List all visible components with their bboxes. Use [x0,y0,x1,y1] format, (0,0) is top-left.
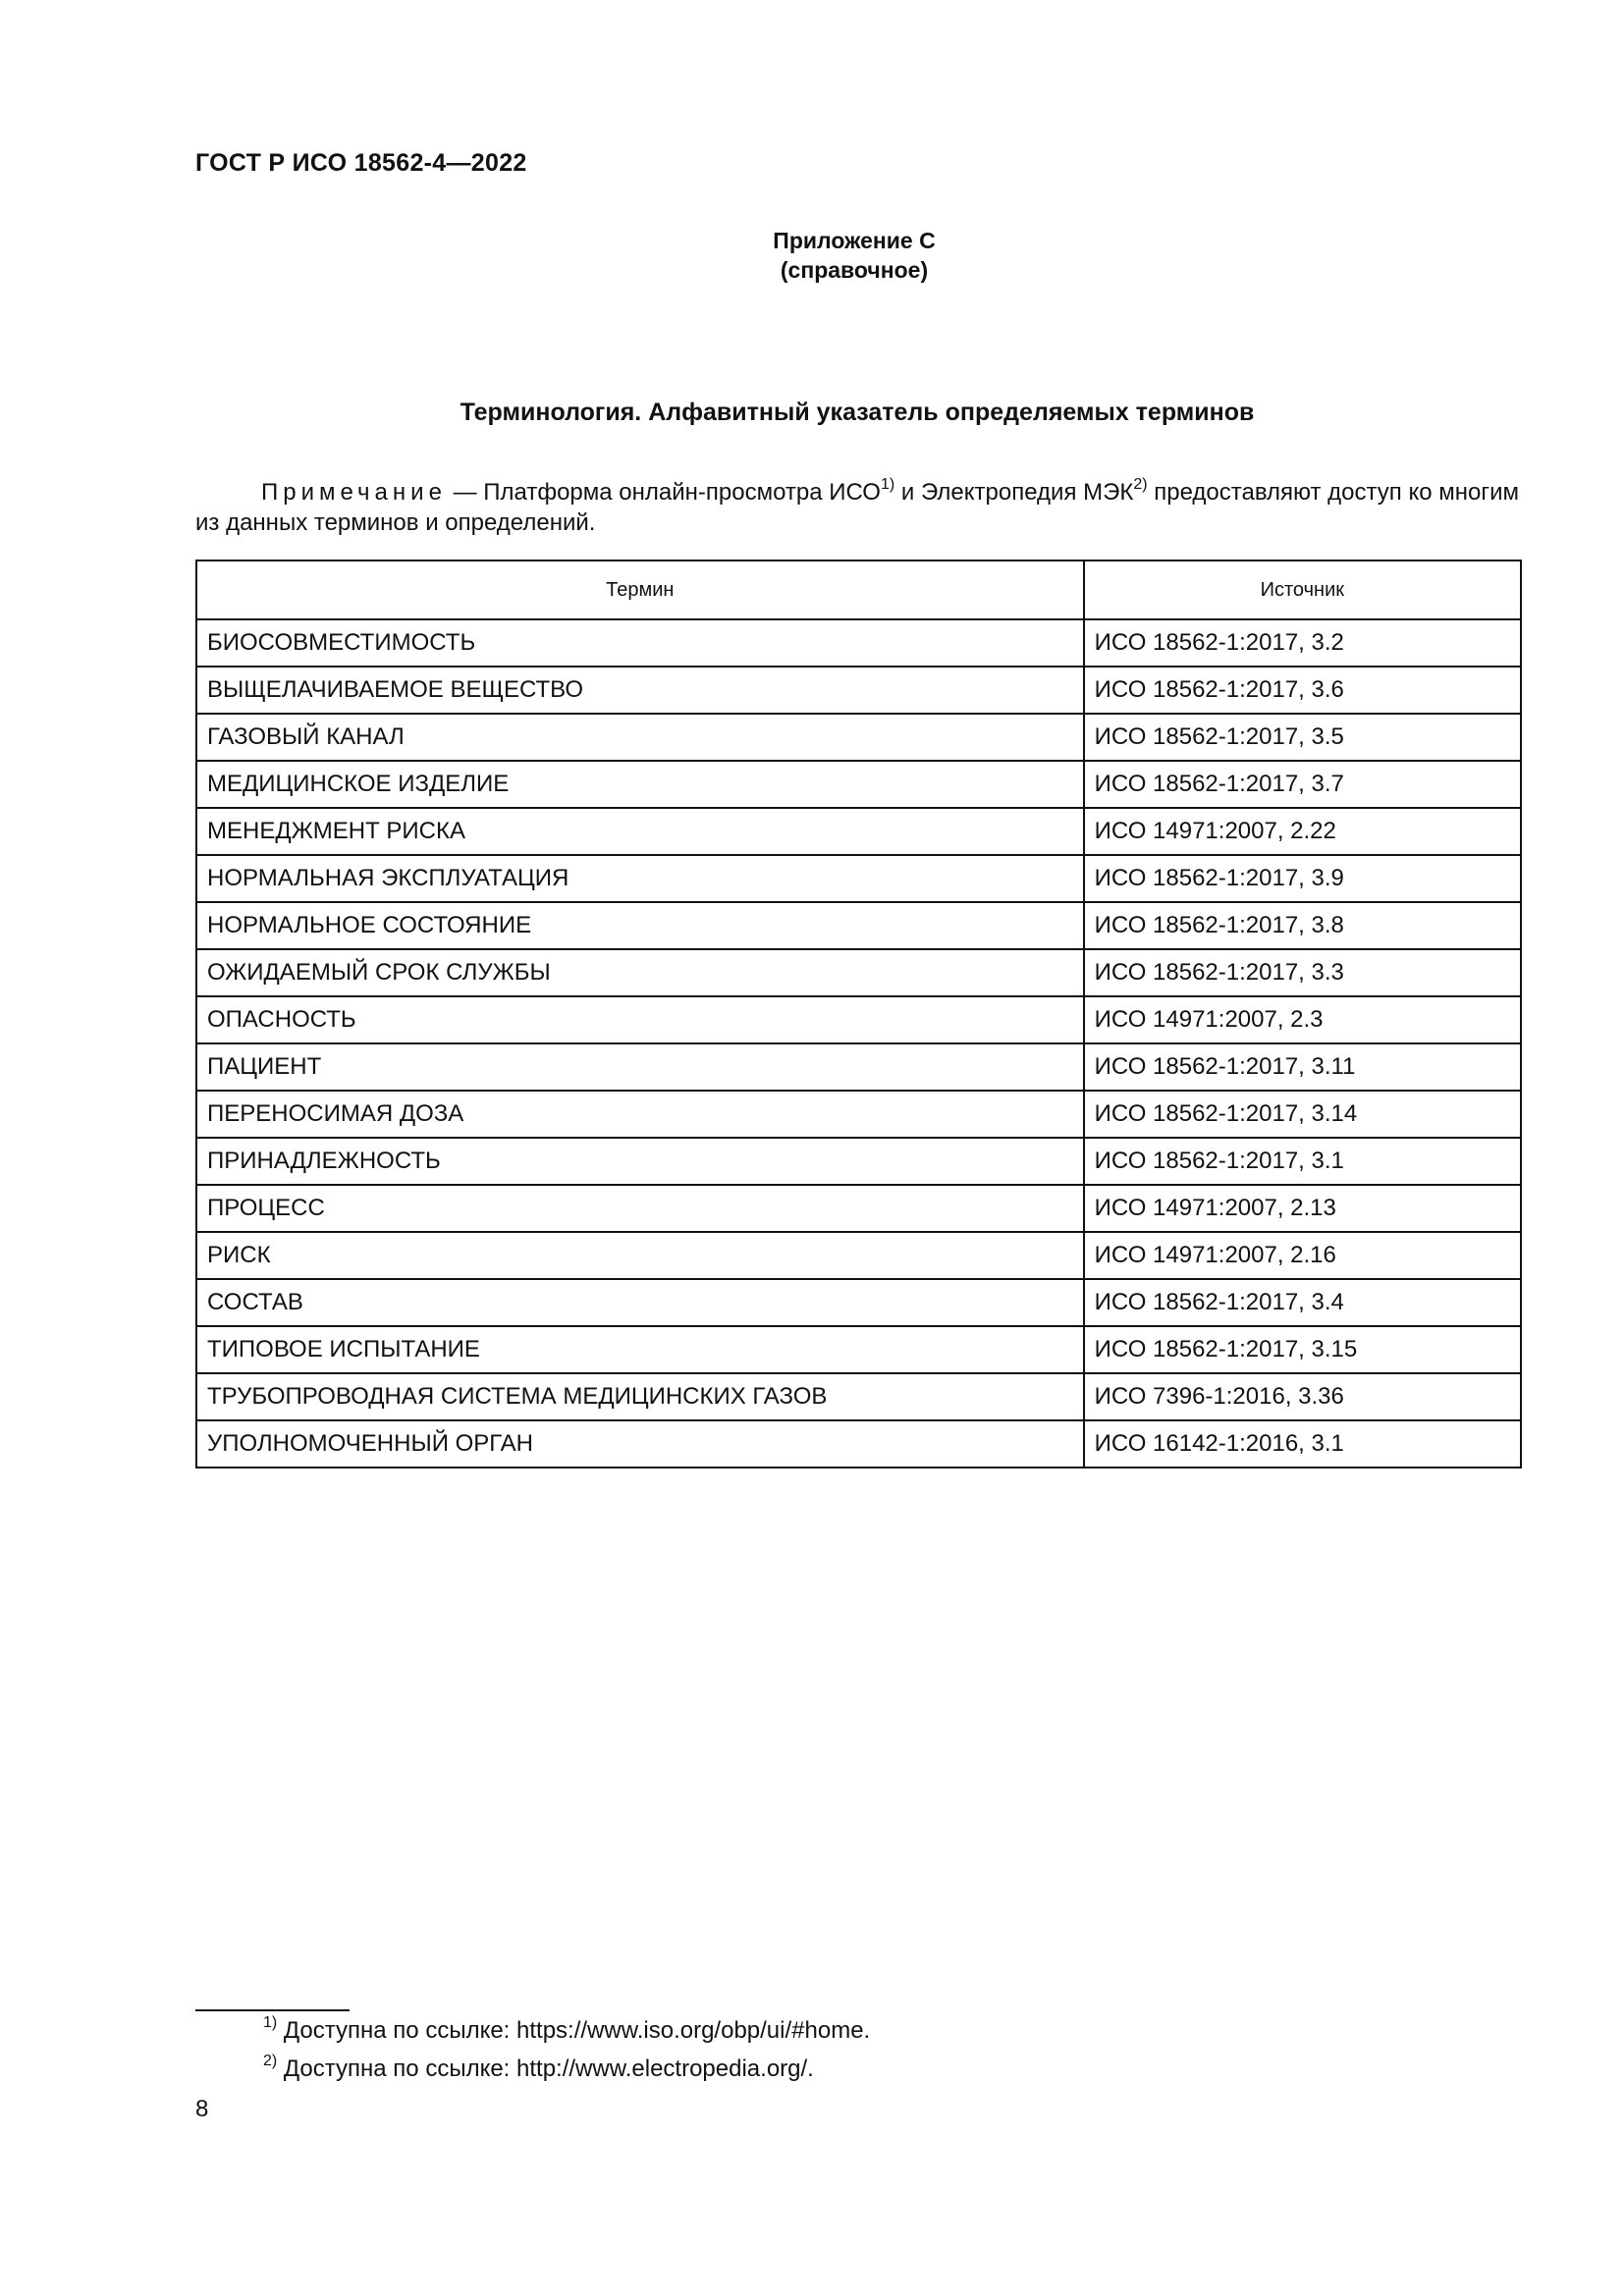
table-row [196,1373,1521,1420]
note-text-b: и Электропедия МЭК [894,479,1134,506]
term-cell: УПОЛНОМОЧЕННЫЙ ОРГАН [196,1420,1084,1468]
source-cell: ИСО 18562-1:2017, 3.8 [1084,902,1521,949]
source-cell: ИСО 14971:2007, 2.22 [1084,808,1521,855]
source-cell: ИСО 14971:2007, 2.13 [1084,1185,1521,1232]
term-cell: СОСТАВ [196,1279,1084,1326]
source-cell: ИСО 7396-1:2016, 3.36 [1084,1373,1521,1420]
footnote-1-mark: 1) [263,2014,278,2031]
source-cell: ИСО 18562-1:2017, 3.14 [1084,1091,1521,1138]
table-row [196,808,1521,855]
source-cell: ИСО 18562-1:2017, 3.11 [1084,1043,1521,1091]
term-cell: НОРМАЛЬНАЯ ЭКСПЛУАТАЦИЯ [196,855,1084,902]
column-header-source: Источник [1084,561,1521,619]
table-row [196,1185,1521,1232]
footnote-2 [263,2053,814,2083]
footnote-1 [263,2014,871,2045]
source-cell: ИСО 18562-1:2017, 3.3 [1084,949,1521,996]
term-cell: НОРМАЛЬНОЕ СОСТОЯНИЕ [196,902,1084,949]
table-row [196,1091,1521,1138]
source-cell: ИСО 18562-1:2017, 3.7 [1084,761,1521,808]
section-title: Терминология. Алфавитный указатель определяемых терминов [460,399,1255,426]
note-text-c: предоставляют доступ ко многим из данных терминов и определений. [195,479,1519,536]
term-cell: ГАЗОВЫЙ КАНАЛ [196,714,1084,761]
source-cell: ИСО 18562-1:2017, 3.9 [1084,855,1521,902]
table-row [196,1043,1521,1091]
table-row [196,996,1521,1043]
table-row [196,714,1521,761]
table-row [196,1232,1521,1279]
footnote-1-text: Доступна по ссылке: https://www.iso.org/obp/ui/#home. [277,2017,871,2044]
term-cell: ТРУБОПРОВОДНАЯ СИСТЕМА МЕДИЦИНСКИХ ГАЗОВ [196,1373,1084,1420]
term-cell: МЕНЕДЖМЕНТ РИСКА [196,808,1084,855]
table-row [196,949,1521,996]
terms-table [195,560,1522,1468]
term-cell: ПЕРЕНОСИМАЯ ДОЗА [196,1091,1084,1138]
table-row [196,667,1521,714]
terms-table-body [196,619,1521,1468]
source-cell: ИСО 14971:2007, 2.16 [1084,1232,1521,1279]
document-code: ГОСТ Р ИСО 18562-4—2022 [195,149,527,177]
term-cell: РИСК [196,1232,1084,1279]
table-row [196,902,1521,949]
column-header-term: Термин [196,561,1084,619]
table-row [196,1326,1521,1373]
source-cell: ИСО 18562-1:2017, 3.15 [1084,1326,1521,1373]
term-cell: ОПАСНОСТЬ [196,996,1084,1043]
table-row [196,1279,1521,1326]
term-cell: ТИПОВОЕ ИСПЫТАНИЕ [196,1326,1084,1373]
table-row [196,1420,1521,1468]
footnote-divider [195,2009,350,2011]
table-header-row [196,561,1521,619]
annex-subtitle: (справочное) [780,257,929,283]
source-cell: ИСО 18562-1:2017, 3.5 [1084,714,1521,761]
footnote-ref-1[interactable]: 1) [880,476,895,493]
term-cell: ПАЦИЕНТ [196,1043,1084,1091]
annex-title: Приложение С [773,228,936,253]
table-row [196,1138,1521,1185]
source-cell: ИСО 14971:2007, 2.3 [1084,996,1521,1043]
note-text-a: — Платформа онлайн-просмотра ИСО [446,479,881,506]
source-cell: ИСО 18562-1:2017, 3.2 [1084,619,1521,667]
term-cell: ПРОЦЕСС [196,1185,1084,1232]
source-cell: ИСО 18562-1:2017, 3.6 [1084,667,1521,714]
source-cell: ИСО 16142-1:2016, 3.1 [1084,1420,1521,1468]
note-label: Примечание [261,479,447,506]
term-cell: ОЖИДАЕМЫЙ СРОК СЛУЖБЫ [196,949,1084,996]
footnote-ref-2[interactable]: 2) [1133,476,1148,493]
footnote-2-mark: 2) [263,2053,278,2069]
table-row [196,619,1521,667]
footnote-2-text: Доступна по ссылке: http://www.electropedia.org/. [277,2056,814,2082]
table-row [196,855,1521,902]
term-cell: МЕДИЦИНСКОЕ ИЗДЕЛИЕ [196,761,1084,808]
term-cell: ПРИНАДЛЕЖНОСТЬ [196,1138,1084,1185]
page-number: 8 [195,2096,209,2122]
table-row [196,761,1521,808]
source-cell: ИСО 18562-1:2017, 3.1 [1084,1138,1521,1185]
note-paragraph [195,477,1531,538]
term-cell: ВЫЩЕЛАЧИВАЕМОЕ ВЕЩЕСТВО [196,667,1084,714]
source-cell: ИСО 18562-1:2017, 3.4 [1084,1279,1521,1326]
term-cell: БИОСОВМЕСТИМОСТЬ [196,619,1084,667]
